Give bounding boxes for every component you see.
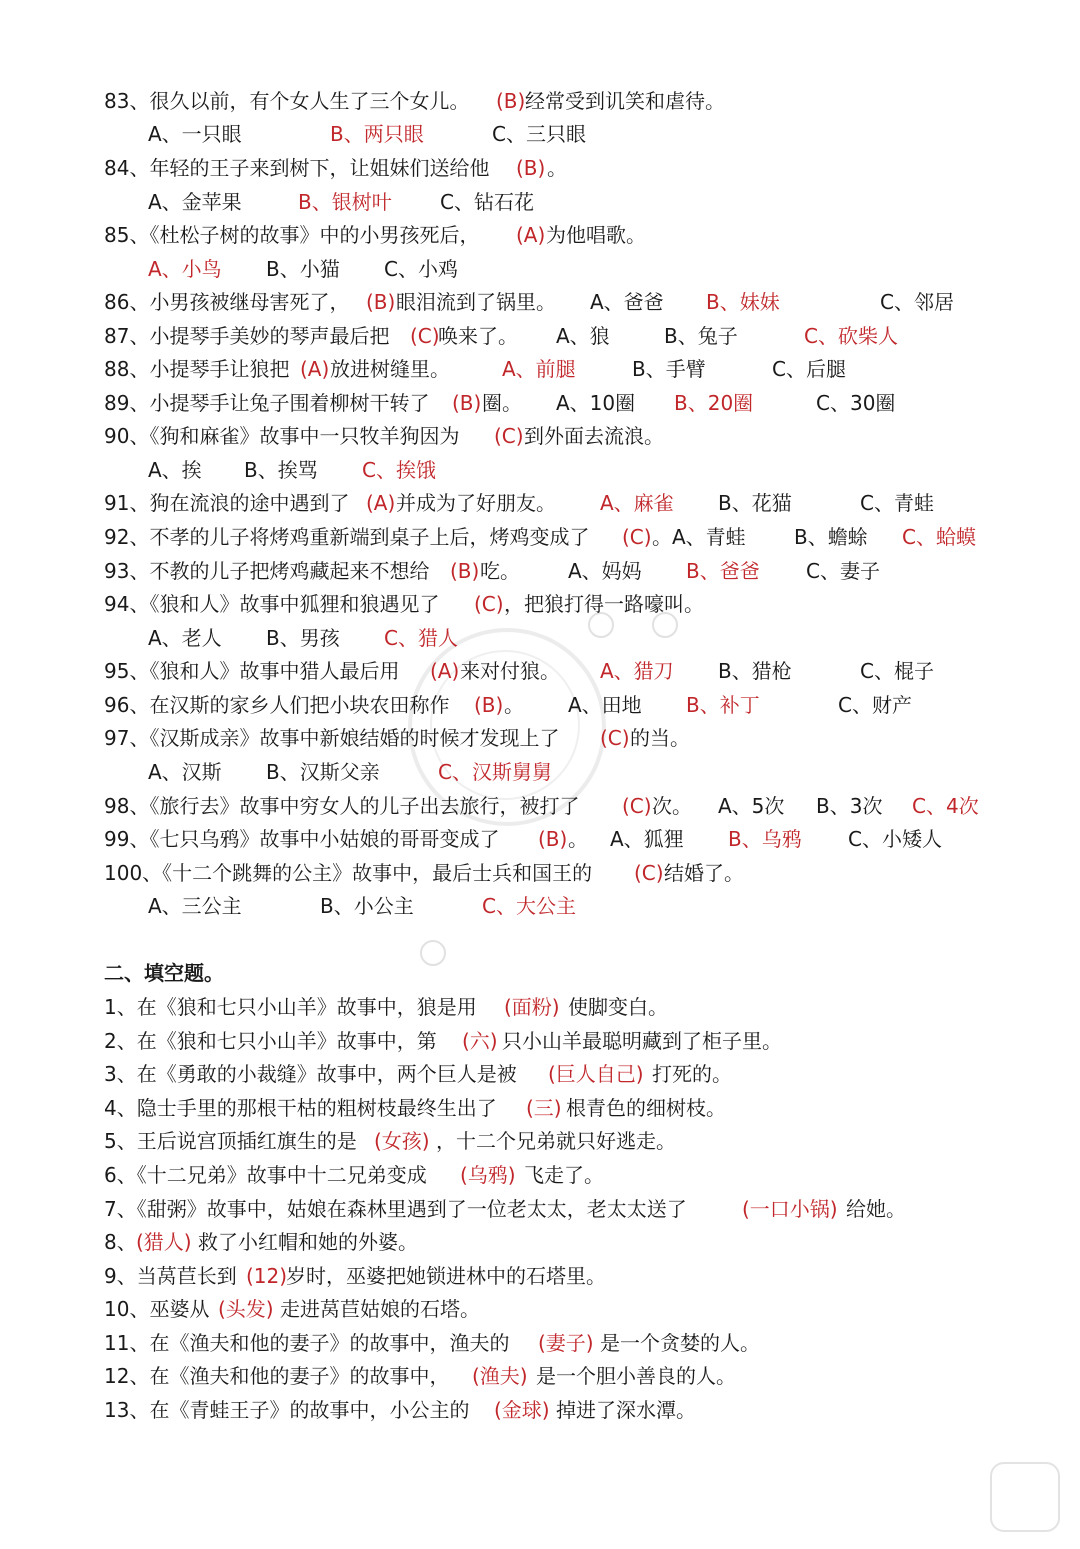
question-line xyxy=(0,520,1080,554)
question-line xyxy=(0,419,1080,453)
answer-text: A、前腿 xyxy=(502,357,576,381)
question-text: 13、在《青蛙王子》的故事中，小公主的 xyxy=(104,1398,470,1422)
corner-logo-icon xyxy=(990,1462,1060,1532)
question-text: 走进莴苣姑娘的石塔。 xyxy=(280,1297,480,1321)
question-line xyxy=(0,1057,1080,1091)
section-title xyxy=(0,956,1080,990)
question-line xyxy=(0,151,1080,185)
question-text: C、小鸡 xyxy=(384,257,458,281)
question-text: A、三公主 xyxy=(148,894,242,918)
answer-text: (C) xyxy=(622,794,652,818)
answer-text: (B) xyxy=(452,391,482,415)
question-line xyxy=(0,822,1080,856)
answer-text: B、爸爸 xyxy=(686,559,760,583)
question-text: 5、王后说宫顶插红旗生的是 xyxy=(104,1129,357,1153)
answer-text: (12) xyxy=(246,1264,288,1288)
answer-text: B、20圈 xyxy=(674,391,754,415)
answer-text: (B) xyxy=(474,693,504,717)
question-text: 85、《杜松子树的故事》中的小男孩死后， xyxy=(104,223,480,247)
question-text: B、男孩 xyxy=(266,626,340,650)
question-text: 岁时，巫婆把她锁进林中的石塔里。 xyxy=(286,1264,606,1288)
question-text: 83、很久以前，有个女人生了三个女儿。 xyxy=(104,89,470,113)
question-text: 89、小提琴手让兔子围着柳树干转了 xyxy=(104,391,430,415)
question-text: 放进树缝里。 xyxy=(330,357,450,381)
question-text: 。 xyxy=(568,827,588,851)
answer-text: A、猎刀 xyxy=(600,659,674,683)
question-line xyxy=(0,486,1080,520)
question-text: 只小山羊最聪明藏到了柜子里。 xyxy=(502,1029,782,1053)
question-text: ，十二个兄弟就只好逃走。 xyxy=(436,1129,676,1153)
question-text: 4、隐士手里的那根干枯的粗树枝最终生出了 xyxy=(104,1096,497,1120)
question-text: 94、《狼和人》故事中狐狸和狼遇见了 xyxy=(104,592,440,616)
question-line xyxy=(0,1259,1080,1293)
question-text: 92、不孝的儿子将烤鸡重新端到桌子上后，烤鸡变成了 xyxy=(104,525,590,549)
question-text: 打死的。 xyxy=(652,1062,732,1086)
question-text: C、小矮人 xyxy=(848,827,942,851)
answer-text: A、麻雀 xyxy=(600,491,674,515)
question-text: 次。 xyxy=(652,794,692,818)
question-text: 88、小提琴手让狼把 xyxy=(104,357,290,381)
question-text: B、3次 xyxy=(816,794,883,818)
question-text: 100、《十二个跳舞的公主》故事中，最后士兵和国王的 xyxy=(104,861,593,885)
question-text: C、邻居 xyxy=(880,290,954,314)
answer-text: (金球) xyxy=(494,1398,550,1422)
question-line xyxy=(0,1158,1080,1192)
question-line xyxy=(0,1024,1080,1058)
question-text: 8、 xyxy=(104,1230,137,1254)
question-text: C、妻子 xyxy=(806,559,880,583)
answer-text: (C) xyxy=(634,861,664,885)
question-text: 结婚了。 xyxy=(664,861,744,885)
question-text: 掉进了深水潭。 xyxy=(556,1398,696,1422)
answer-text: (A) xyxy=(366,491,396,515)
answer-text: (面粉) xyxy=(504,995,560,1019)
answer-text: (渔夫) xyxy=(472,1364,528,1388)
answer-text: (B) xyxy=(450,559,480,583)
question-line xyxy=(0,688,1080,722)
question-line xyxy=(0,990,1080,1024)
question-text: C、青蛙 xyxy=(860,491,934,515)
question-line xyxy=(0,856,1080,890)
question-text: B、小公主 xyxy=(320,894,414,918)
question-text: 圈。 xyxy=(482,391,522,415)
question-text: A、老人 xyxy=(148,626,222,650)
answer-text: (一口小锅) xyxy=(742,1197,838,1221)
question-text: C、后腿 xyxy=(772,357,846,381)
question-text: 98、《旅行去》故事中穷女人的儿子出去旅行，被打了 xyxy=(104,794,580,818)
question-text: 吃。 xyxy=(480,559,520,583)
question-text: 90、《狗和麻雀》故事中一只牧羊狗因为 xyxy=(104,424,460,448)
question-text: 91、狗在流浪的途中遇到了 xyxy=(104,491,350,515)
question-text: ，把狼打得一路嚎叫。 xyxy=(504,592,704,616)
question-text: A、妈妈 xyxy=(568,559,642,583)
question-text: A、一只眼 xyxy=(148,122,242,146)
question-line xyxy=(0,755,1080,789)
question-text: 并成为了好朋友。 xyxy=(396,491,556,515)
answer-text: (C) xyxy=(622,525,652,549)
answer-text: (猎人) xyxy=(136,1230,192,1254)
answer-text: (乌鸦) xyxy=(460,1163,516,1187)
question-line xyxy=(0,1393,1080,1427)
answer-text: (六) xyxy=(462,1029,498,1053)
question-text: 。 xyxy=(547,156,567,180)
question-line xyxy=(0,1124,1080,1158)
question-text: B、蟾蜍 xyxy=(794,525,868,549)
question-line xyxy=(0,1225,1080,1259)
answer-text: (C) xyxy=(474,592,504,616)
question-line xyxy=(0,587,1080,621)
question-text: 95、《狼和人》故事中猎人最后用 xyxy=(104,659,400,683)
question-text: 唤来了。 xyxy=(438,324,518,348)
question-text: 7、《甜粥》故事中，姑娘在森林里遇到了一位老太太，老太太送了 xyxy=(104,1197,687,1221)
question-text: C、三只眼 xyxy=(492,122,586,146)
answer-text: (妻子) xyxy=(538,1331,594,1355)
answer-text: C、砍柴人 xyxy=(804,324,898,348)
question-line xyxy=(0,621,1080,655)
question-text: B、花猫 xyxy=(718,491,792,515)
question-text: 2、在《狼和七只小山羊》故事中，第 xyxy=(104,1029,437,1053)
question-line xyxy=(0,1192,1080,1226)
answer-text: (女孩) xyxy=(374,1129,430,1153)
question-text: 来对付狼。 xyxy=(460,659,560,683)
answer-text: C、大公主 xyxy=(482,894,576,918)
answer-text: A、小鸟 xyxy=(148,257,222,281)
answer-text: B、妹妹 xyxy=(706,290,780,314)
question-text: 。A、青蛙 xyxy=(652,525,746,549)
answer-text: B、两只眼 xyxy=(330,122,424,146)
question-text: C、棍子 xyxy=(860,659,934,683)
question-text: 3、在《勇敢的小裁缝》故事中，两个巨人是被 xyxy=(104,1062,517,1086)
question-text: 救了小红帽和她的外婆。 xyxy=(198,1230,418,1254)
question-text: A、爸爸 xyxy=(590,290,664,314)
answer-text: (C) xyxy=(600,726,630,750)
answer-text: (三) xyxy=(526,1096,562,1120)
question-text: 飞走了。 xyxy=(524,1163,604,1187)
answer-text: C、猎人 xyxy=(384,626,458,650)
question-text: B、兔子 xyxy=(664,324,738,348)
question-text: 经常受到讥笑和虐待。 xyxy=(525,89,725,113)
question-text: A、狐狸 xyxy=(610,827,684,851)
answer-text: (B) xyxy=(496,89,526,113)
answer-text: C、汉斯舅舅 xyxy=(438,760,552,784)
question-text: 97、《汉斯成亲》故事中新娘结婚的时候才发现上了 xyxy=(104,726,560,750)
answer-text: C、挨饿 xyxy=(362,458,436,482)
question-text: 的当。 xyxy=(630,726,690,750)
question-text: 是一个贪婪的人。 xyxy=(600,1331,760,1355)
question-text: B、猎枪 xyxy=(718,659,792,683)
question-line xyxy=(0,218,1080,252)
question-line xyxy=(0,453,1080,487)
question-line xyxy=(0,386,1080,420)
question-line xyxy=(0,84,1080,118)
question-text: 99、《七只乌鸦》故事中小姑娘的哥哥变成了 xyxy=(104,827,500,851)
question-text: 87、小提琴手美妙的琴声最后把 xyxy=(104,324,390,348)
question-text: 是一个胆小善良的人。 xyxy=(536,1364,736,1388)
question-text: 6、《十二兄弟》故事中十二兄弟变成 xyxy=(104,1163,427,1187)
question-text: A、田地 xyxy=(568,693,642,717)
question-line xyxy=(0,117,1080,151)
question-text: 使脚变白。 xyxy=(568,995,668,1019)
question-text: 根青色的细树枝。 xyxy=(566,1096,726,1120)
question-text: B、手臂 xyxy=(632,357,706,381)
question-text: 11、在《渔夫和他的妻子》的故事中，渔夫的 xyxy=(104,1331,510,1355)
question-line xyxy=(0,319,1080,353)
question-line xyxy=(0,1292,1080,1326)
question-line xyxy=(0,789,1080,823)
answer-text: B、乌鸦 xyxy=(728,827,802,851)
question-text: B、小猫 xyxy=(266,257,340,281)
question-line xyxy=(0,654,1080,688)
question-text: C、30圈 xyxy=(816,391,896,415)
question-text: 96、在汉斯的家乡人们把小块农田称作 xyxy=(104,693,450,717)
question-text: C、钻石花 xyxy=(440,190,534,214)
question-text: A、汉斯 xyxy=(148,760,222,784)
question-text: 为他唱歌。 xyxy=(546,223,646,247)
answer-text: (巨人自己) xyxy=(548,1062,644,1086)
question-line xyxy=(0,889,1080,923)
question-text: 9、当莴苣长到 xyxy=(104,1264,237,1288)
question-text: A、金苹果 xyxy=(148,190,242,214)
question-line xyxy=(0,1326,1080,1360)
question-text: 84、年轻的王子来到树下，让姐妹们送给他 xyxy=(104,156,490,180)
answer-text: B、银树叶 xyxy=(298,190,392,214)
answer-text: (A) xyxy=(430,659,460,683)
answer-text: (B) xyxy=(538,827,568,851)
question-line xyxy=(0,352,1080,386)
question-line xyxy=(0,1359,1080,1393)
question-line xyxy=(0,185,1080,219)
question-text: 给她。 xyxy=(846,1197,906,1221)
answer-text: (B) xyxy=(516,156,546,180)
question-text: 93、不教的儿子把烤鸡藏起来不想给 xyxy=(104,559,430,583)
answer-text: (C) xyxy=(494,424,524,448)
question-text: A、挨 xyxy=(148,458,202,482)
answer-text: C、4次 xyxy=(912,794,979,818)
question-text: 。 xyxy=(504,693,524,717)
section-title-text: 二、填空题。 xyxy=(104,961,224,985)
question-text: 12、在《渔夫和他的妻子》的故事中， xyxy=(104,1364,450,1388)
answer-text: (A) xyxy=(300,357,330,381)
question-text: C、财产 xyxy=(838,693,912,717)
question-text: 86、小男孩被继母害死了， xyxy=(104,290,350,314)
answer-text: C、蛤蟆 xyxy=(902,525,976,549)
answer-text: (C) xyxy=(410,324,440,348)
question-text: 到外面去流浪。 xyxy=(524,424,664,448)
answer-text: (A) xyxy=(516,223,546,247)
question-text: B、汉斯父亲 xyxy=(266,760,380,784)
question-text: 眼泪流到了锅里。 xyxy=(396,290,556,314)
answer-text: (头发) xyxy=(218,1297,274,1321)
question-text: A、10圈 xyxy=(556,391,636,415)
answer-text: B、补丁 xyxy=(686,693,760,717)
question-text: A、5次 xyxy=(718,794,785,818)
question-line xyxy=(0,1091,1080,1125)
question-line xyxy=(0,721,1080,755)
answer-text: (B) xyxy=(366,290,396,314)
question-text: B、挨骂 xyxy=(244,458,318,482)
question-line xyxy=(0,252,1080,286)
question-text: 1、在《狼和七只小山羊》故事中，狼是用 xyxy=(104,995,477,1019)
question-line xyxy=(0,285,1080,319)
question-text: A、狼 xyxy=(556,324,610,348)
question-text: 10、巫婆从 xyxy=(104,1297,210,1321)
question-line xyxy=(0,554,1080,588)
